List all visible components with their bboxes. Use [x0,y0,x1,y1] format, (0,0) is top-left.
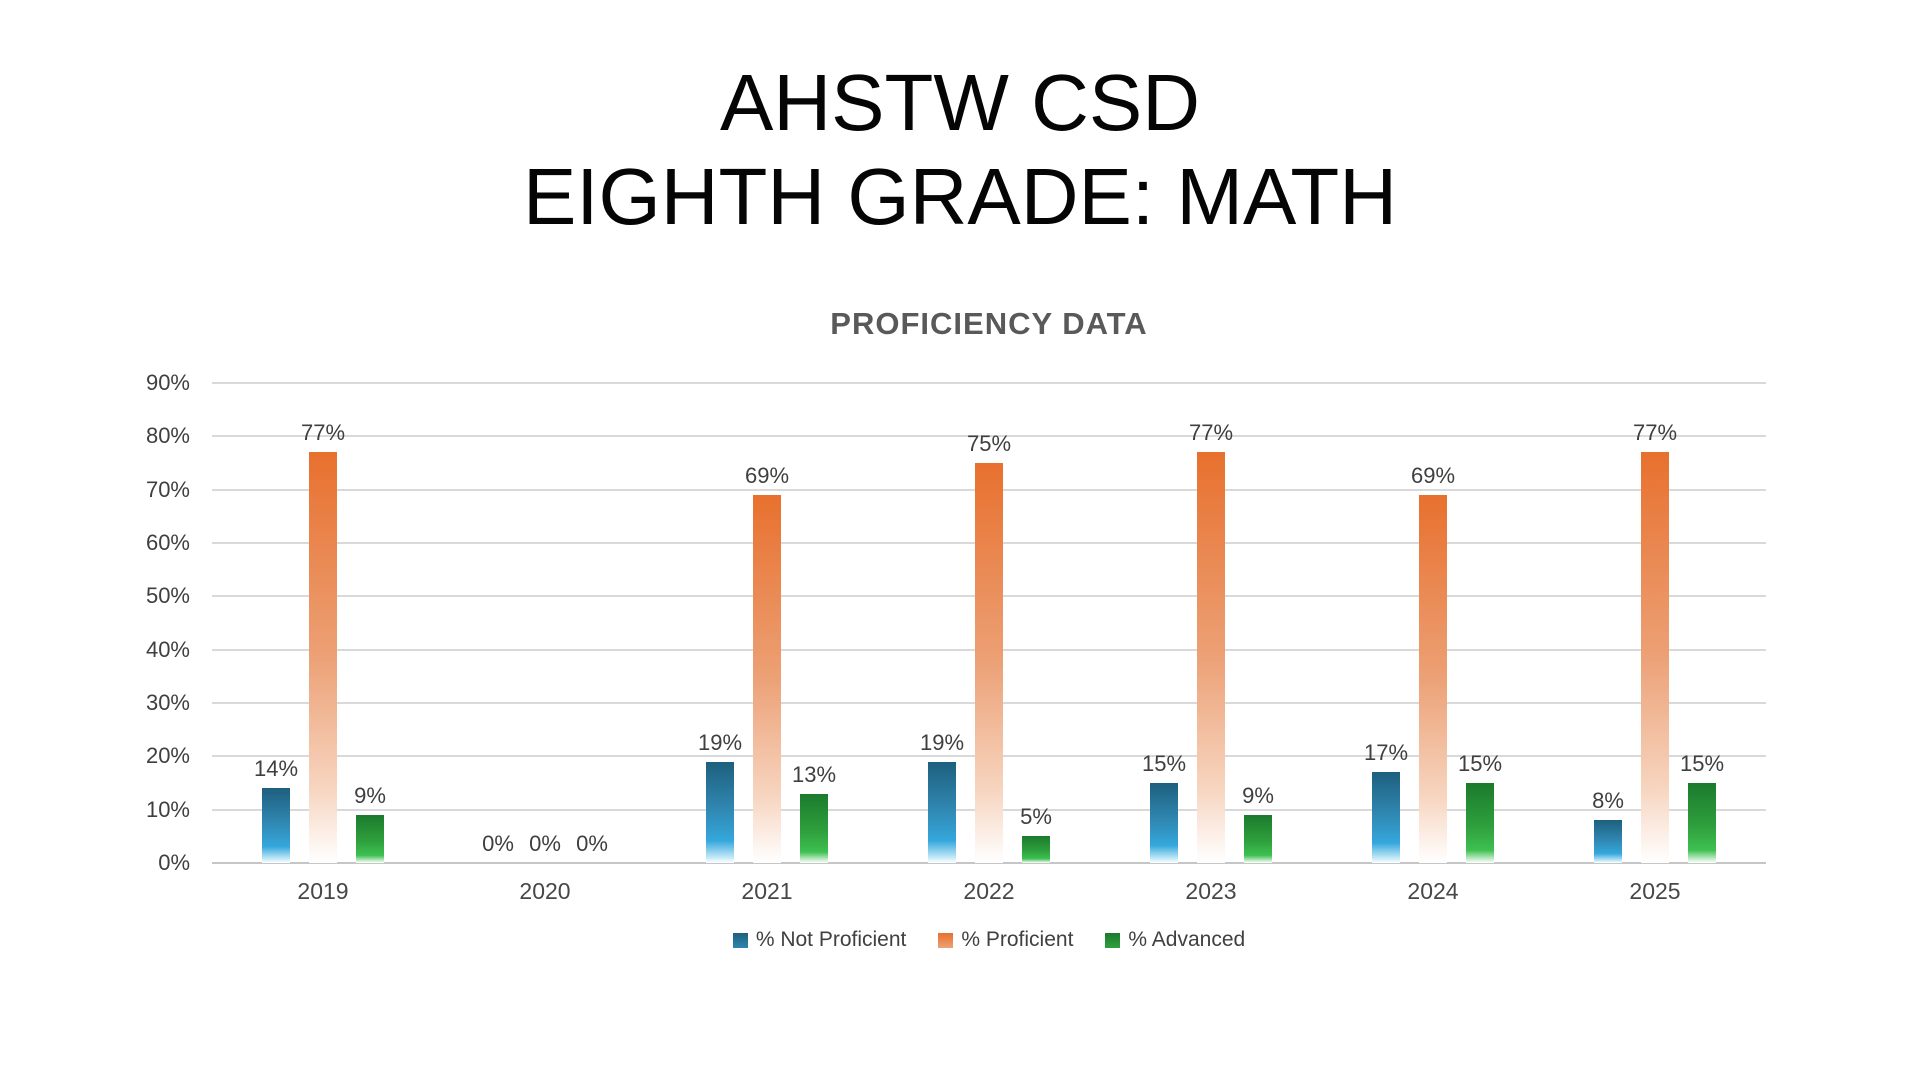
x-tick-label-2022: 2022 [963,878,1015,904]
y-tick-label: 90% [145,370,190,395]
bar-fill [1594,820,1622,863]
bar-not-proficient-2025 [1592,788,1624,863]
data-label: 15% [1141,751,1187,776]
data-label: 13% [791,761,837,787]
bar-advanced-2022 [1020,804,1052,863]
bar-proficient-2023 [1188,420,1234,863]
bar-fill [309,452,337,863]
data-label: 8% [1592,788,1624,814]
bar-not-proficient-2023 [1141,751,1187,863]
bar-advanced-2021 [791,761,837,863]
bar-group-2025 [1544,383,1766,863]
data-label: 14% [253,756,299,782]
y-tick-label: 0% [158,850,190,875]
chart-subtitle: PROFICIENCY DATA [830,306,1148,341]
y-tick-label: 60% [145,530,190,555]
bar-group-2019 [212,383,434,863]
data-label: 77% [1632,420,1678,446]
bar-proficient-2021 [744,463,790,863]
legend-swatch-icon [733,933,748,948]
y-tick-label: 10% [145,796,190,822]
bar-proficient-2022 [966,431,1012,863]
bar-fill [1466,783,1494,863]
data-label: 0% [576,831,608,856]
legend-swatch-icon [938,933,953,948]
bar-fill [1419,495,1447,863]
data-label: 69% [744,463,790,488]
x-tick-label-2025: 2025 [1629,878,1681,904]
data-label: 77% [1188,420,1234,446]
bar-proficient-2024 [1410,463,1456,863]
legend-item-advanced [1105,928,1245,952]
data-label: 9% [1242,783,1274,808]
x-tick-label-2024: 2024 [1407,878,1459,904]
bar-not-proficient-2021 [697,729,743,863]
bar-group-2023 [1100,383,1322,863]
bar-fill [1641,452,1669,863]
legend-item-proficient [938,928,1073,952]
bar-advanced-2024 [1457,751,1503,863]
bar-fill [356,815,384,863]
x-tick-label-2019: 2019 [297,878,349,904]
bar-not-proficient-2024 [1363,740,1409,863]
x-axis-labels [212,878,1766,905]
bar-fill [706,762,734,863]
legend-label: % Advanced [1128,928,1246,951]
bar-advanced-2025 [1679,751,1725,863]
bar-not-proficient-2019 [253,756,299,863]
bar-fill [753,495,781,863]
bar-fill [1022,836,1050,863]
data-label: 69% [1410,463,1456,488]
bar-advanced-2019 [354,783,386,863]
y-tick-label: 40% [145,636,190,662]
bar-fill [1372,772,1400,863]
data-label: 17% [1363,740,1409,766]
legend-swatch-icon [1105,933,1120,948]
bar-fill [928,762,956,863]
bar-fill [1150,783,1178,863]
bar-groups [212,383,1766,863]
bar-group-2024 [1322,383,1544,863]
bar-advanced-2023 [1242,783,1274,863]
chart-title-line1: AHSTW CSD [720,58,1200,147]
data-label: 9% [354,783,386,808]
bar-proficient-2025 [1632,420,1678,863]
data-label: 15% [1457,751,1503,776]
y-tick-label: 80% [145,423,190,449]
y-tick-label: 70% [145,476,190,502]
legend-item-not-proficient [733,928,907,952]
y-tick-label: 50% [145,583,190,609]
plot-area [212,383,1766,863]
y-tick-label: 20% [145,743,190,769]
data-label: 75% [966,431,1012,456]
data-label: 19% [697,729,743,755]
chart-title-line2: EIGHTH GRADE: MATH [522,152,1398,241]
data-label: 19% [919,729,965,755]
legend [212,928,1766,952]
legend-label: % Proficient [961,928,1074,951]
chart-title [0,56,1920,244]
bar-fill [1197,452,1225,863]
data-label: 5% [1020,804,1052,830]
bar-not-proficient-2022 [919,729,965,863]
bar-proficient-2019 [300,420,346,863]
x-tick-label-2021: 2021 [741,878,793,904]
x-tick-label-2023: 2023 [1185,878,1237,904]
bar-group-2021 [656,383,878,863]
y-tick-label: 30% [145,690,190,715]
bar-fill [262,788,290,863]
data-label: 0% [529,831,561,856]
data-label: 0% [482,831,514,856]
legend-label: % Not Proficient [755,928,907,951]
bar-fill [975,463,1003,863]
x-tick-label-2020: 2020 [519,878,571,904]
bar-fill [800,794,828,863]
bar-fill [1244,815,1272,863]
bar-group-2020 [434,383,656,863]
bar-group-2022 [878,383,1100,863]
data-label: 77% [300,420,346,446]
data-label: 15% [1679,751,1725,776]
bar-fill [1688,783,1716,863]
